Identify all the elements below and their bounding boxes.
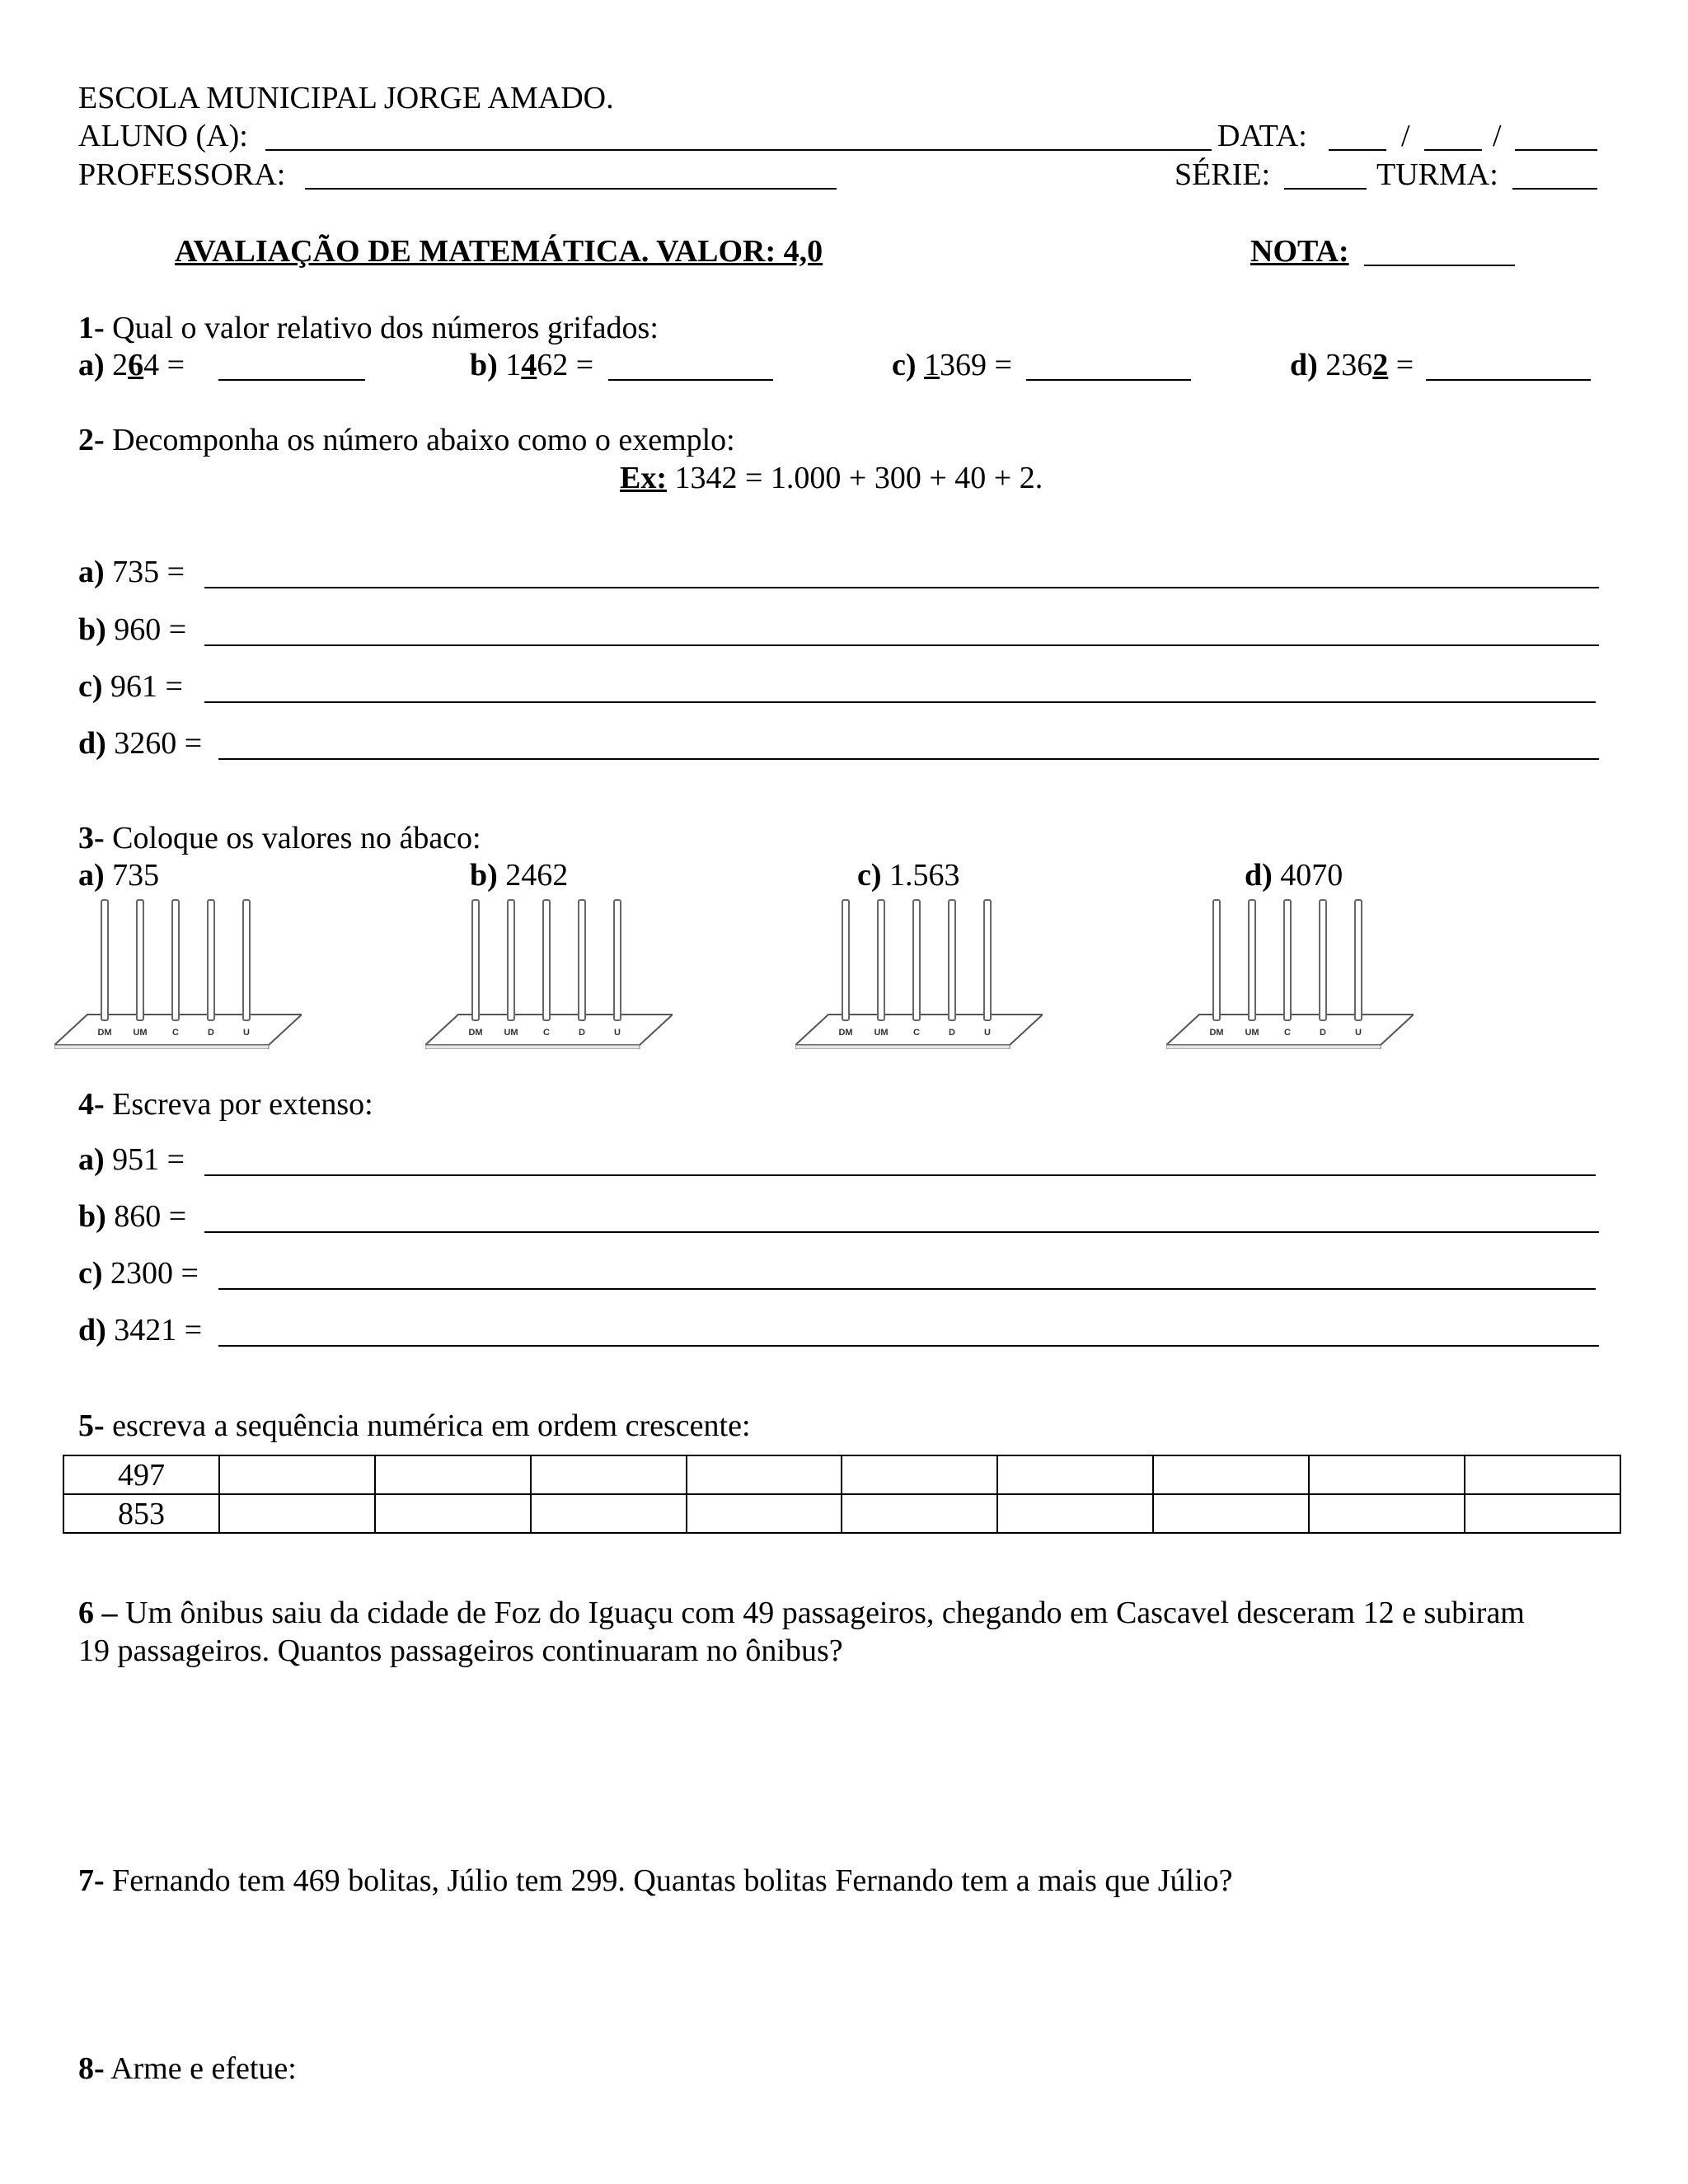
abacus-rod (208, 900, 214, 1020)
date-year-field[interactable] (1515, 149, 1597, 151)
abacus-base-edge (795, 1045, 1010, 1049)
abacus-place-label: UM (133, 1028, 148, 1038)
abacus-rod (842, 900, 849, 1020)
sequence-cell[interactable] (219, 1494, 375, 1533)
q6-text-line-1: 6 – Um ônibus saiu da cidade de Foz do Iguaçu com 49 passageiros, chegando em Cascavel desceram 12 e subiram (78, 1596, 1525, 1630)
sequence-cell[interactable] (687, 1494, 842, 1533)
q3-heading: 3- Coloque os valores no ábaco: (78, 821, 481, 855)
q1-item-a: a) 264 = (78, 348, 185, 382)
q4-item-d: d) 3421 = (78, 1313, 203, 1347)
abacus-place-label: D (949, 1028, 955, 1038)
abacus-rod (243, 900, 250, 1020)
q2-example: Ex: 1342 = 1.000 + 300 + 40 + 2. (620, 461, 1043, 495)
abacus-rod (1249, 900, 1255, 1020)
abacus-rod (579, 900, 585, 1020)
q2-answer-b[interactable] (204, 644, 1599, 646)
q2-item-a: a) 735 = (78, 555, 185, 589)
table-row (63, 1455, 1620, 1494)
abacus-base-edge (425, 1045, 640, 1049)
abacus-place-label: UM (1245, 1028, 1259, 1038)
abacus-place-label: DM (468, 1028, 483, 1038)
date-day-field[interactable] (1329, 149, 1386, 151)
abacus-place-label: DM (1209, 1028, 1224, 1038)
q4-answer-a[interactable] (204, 1174, 1596, 1176)
q2-answer-c[interactable] (204, 701, 1596, 703)
sequence-cell[interactable] (219, 1455, 375, 1494)
abacus-place-label: U (1355, 1028, 1362, 1038)
score-label: NOTA: (1250, 234, 1349, 269)
sequence-cell[interactable] (997, 1455, 1153, 1494)
abacus-c (795, 897, 1043, 1049)
abacus-rod (878, 900, 884, 1020)
q3-item-a: a) 735 (78, 858, 160, 893)
sequence-cell[interactable] (1153, 1455, 1309, 1494)
q1-heading: 1- Qual o valor relativo dos números grifados: (78, 311, 659, 345)
abacus-place-label: D (1320, 1028, 1326, 1038)
q2-item-d: d) 3260 = (78, 726, 203, 761)
q4-item-b: b) 860 = (78, 1199, 187, 1234)
q4-item-a: a) 951 = (78, 1142, 185, 1177)
abacus-place-label: C (913, 1028, 920, 1038)
abacus-place-label: C (172, 1028, 179, 1038)
q4-answer-b[interactable] (204, 1231, 1599, 1233)
q1-answer-c[interactable] (1026, 379, 1191, 381)
abacus-place-label: U (614, 1028, 621, 1038)
sequence-cell[interactable] (1309, 1494, 1465, 1533)
abacus-rod (543, 900, 550, 1020)
abacus-rod (472, 900, 479, 1020)
sequence-table (63, 1455, 1621, 1534)
q1-answer-b[interactable] (608, 379, 773, 381)
abacus-rod (172, 900, 179, 1020)
q1-answer-d[interactable] (1426, 379, 1591, 381)
abacus-rod (614, 900, 621, 1020)
abacus-place-label: C (1284, 1028, 1291, 1038)
q2-heading: 2- Decomponha os número abaixo como o exemplo: (78, 423, 735, 457)
q4-item-c: c) 2300 = (78, 1256, 199, 1291)
table-row (63, 1494, 1620, 1533)
exam-title: AVALIAÇÃO DE MATEMÁTICA. VALOR: 4,0 (175, 234, 823, 269)
sequence-cell: 853 (63, 1494, 219, 1533)
abacus-place-label: DM (97, 1028, 112, 1038)
date-separator-2: / (1493, 119, 1502, 153)
sequence-cell[interactable] (531, 1455, 687, 1494)
q5-heading: 5- escreva a sequência numérica em ordem crescente: (78, 1408, 751, 1443)
q2-answer-d[interactable] (218, 758, 1599, 760)
abacus-place-label: D (208, 1028, 214, 1038)
abacus-rod (1284, 900, 1291, 1020)
q3-item-b: b) 2462 (470, 858, 569, 893)
score-field[interactable] (1364, 265, 1515, 266)
class-field[interactable] (1512, 188, 1597, 190)
sequence-cell[interactable] (531, 1494, 687, 1533)
abacus-place-label: U (984, 1028, 991, 1038)
abacus-place-label: D (579, 1028, 585, 1038)
abacus-rod (1213, 900, 1220, 1020)
abacus-rod (949, 900, 955, 1020)
q1-item-c: c) 1369 = (892, 348, 1012, 382)
date-separator-1: / (1401, 119, 1410, 153)
abacus-base-edge (54, 1045, 269, 1049)
q7-text: 7- Fernando tem 469 bolitas, Júlio tem 299. Quantas bolitas Fernando tem a mais que Júlio? (78, 1863, 1233, 1898)
sequence-cell[interactable] (1309, 1455, 1465, 1494)
abacus-rod (1355, 900, 1362, 1020)
abacus-rod (984, 900, 991, 1020)
abacus-rod (101, 900, 108, 1020)
abacus-rod (913, 900, 920, 1020)
abacus-place-label: C (543, 1028, 550, 1038)
class-label: TURMA: (1376, 157, 1498, 192)
q4-answer-c[interactable] (218, 1288, 1596, 1290)
q4-answer-d[interactable] (218, 1345, 1599, 1347)
q3-item-d: d) 4070 (1245, 858, 1343, 893)
abacus-a (54, 897, 302, 1049)
teacher-name-field[interactable] (305, 188, 837, 190)
sequence-cell[interactable] (842, 1455, 997, 1494)
sequence-cell[interactable] (842, 1494, 997, 1533)
sequence-cell[interactable] (687, 1455, 842, 1494)
sequence-cell: 497 (63, 1455, 219, 1494)
sequence-cell[interactable] (1465, 1455, 1620, 1494)
abacus-rod (508, 900, 514, 1020)
date-label: DATA: (1217, 119, 1307, 153)
sequence-cell[interactable] (1465, 1494, 1620, 1533)
grade-field[interactable] (1284, 188, 1367, 190)
student-name-field[interactable] (265, 149, 1212, 151)
q2-item-b: b) 960 = (78, 612, 187, 647)
abacus-base-edge (1166, 1045, 1381, 1049)
abacus-rod (1320, 900, 1326, 1020)
q1-item-d: d) 2362 = (1290, 348, 1414, 382)
abacus-place-label: UM (504, 1028, 518, 1038)
sequence-cell[interactable] (1153, 1494, 1309, 1533)
q6-text-line-2: 19 passageiros. Quantos passageiros continuaram no ônibus? (78, 1633, 843, 1668)
abacus-place-label: UM (874, 1028, 889, 1038)
sequence-cell[interactable] (375, 1494, 531, 1533)
date-month-field[interactable] (1424, 149, 1482, 151)
q2-answer-a[interactable] (204, 587, 1599, 588)
q4-heading: 4- Escreva por extenso: (78, 1087, 373, 1122)
sequence-cell[interactable] (997, 1494, 1153, 1533)
q1-item-b: b) 1462 = (470, 348, 594, 382)
school-name: ESCOLA MUNICIPAL JORGE AMADO. (78, 81, 614, 115)
q3-item-c: c) 1.563 (857, 858, 960, 893)
student-label: ALUNO (A): (78, 119, 248, 153)
q8-text: 8- Arme e efetue: (78, 2051, 297, 2086)
q2-item-c: c) 961 = (78, 669, 183, 704)
q1-answer-a[interactable] (218, 379, 365, 381)
grade-label: SÉRIE: (1175, 157, 1271, 192)
abacus-rod (137, 900, 143, 1020)
abacus-place-label: U (243, 1028, 250, 1038)
abacus-d (1166, 897, 1414, 1049)
sequence-cell[interactable] (375, 1455, 531, 1494)
abacus-b (425, 897, 673, 1049)
teacher-label: PROFESSORA: (78, 157, 286, 192)
abacus-place-label: DM (838, 1028, 853, 1038)
